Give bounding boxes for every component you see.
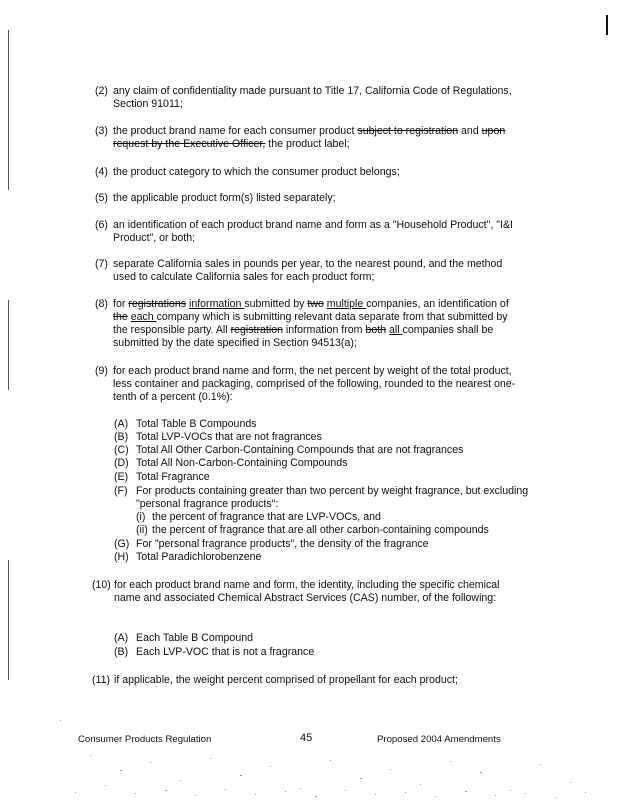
- sublist-item: [114, 444, 534, 457]
- list-item: [95, 365, 525, 404]
- text-run: the applicable product form(s) listed separately;: [113, 192, 336, 204]
- text-run: if applicable, the weight percent comprised of propellant for each product;: [114, 674, 458, 686]
- sublist-code: (E): [114, 471, 129, 483]
- sublist-item: [114, 431, 534, 444]
- deleted-text: subject to registration: [357, 125, 459, 137]
- sublist-text: Each LVP-VOC that is not a fragrance: [136, 646, 315, 658]
- list-item: [95, 219, 525, 245]
- sublist-text: Total Table B Compounds: [136, 418, 257, 430]
- text-run: for each product brand name and form, the identity, including the specific chemical name and associated Chemical Abstract Services (CAS) number, of the following:: [114, 579, 500, 604]
- list-item: [95, 192, 525, 205]
- sublist-text: Total Paradichlorobenzene: [136, 551, 262, 563]
- item-text: [95, 298, 525, 350]
- item-number: (8): [95, 298, 108, 310]
- text-run: the product label;: [265, 138, 350, 150]
- item-text: [95, 85, 525, 111]
- inserted-text: information: [188, 298, 245, 310]
- text-run: separate California sales in pounds per year, to the nearest pound, and the method used to calculate California sales for each product form;: [113, 258, 503, 283]
- sublist-item: [114, 471, 534, 484]
- text-run: any claim of confidentiality made pursuant to Title 17, California Code of Regulations, Section 91011;: [113, 85, 512, 110]
- text-run: information from: [282, 324, 366, 336]
- item-number: (5): [95, 192, 108, 204]
- sublist-text: Total All Other Carbon-Containing Compounds that are not fragrances: [136, 444, 464, 456]
- sublist-item: [114, 632, 534, 645]
- item-number: (9): [95, 365, 108, 377]
- list-item: [95, 85, 525, 111]
- sub-sublist-code: (ii): [136, 524, 148, 536]
- left-margin-line: [8, 30, 9, 190]
- list-item: [95, 166, 525, 179]
- page-number: 45: [300, 732, 313, 744]
- sublist-text: For "personal fragrance products", the density of the fragrance: [136, 538, 429, 550]
- text-run: for each product brand name and form, the net percent by weight of the total product, less container and packaging, comprised of the following, rounded to the nearest one-tenth of a percent (0.1%):: [113, 365, 516, 403]
- sub-sublist-item: [136, 524, 536, 537]
- sublist-code: (G): [114, 538, 130, 550]
- sub-sublist-text: the percent of fragrance that are all other carbon-containing compounds: [152, 524, 489, 536]
- text-run: and: [458, 125, 482, 137]
- item-text: [92, 674, 522, 687]
- item-text: [95, 219, 525, 245]
- deleted-text: registration: [230, 324, 283, 336]
- sublist-code: (D): [114, 457, 129, 469]
- text-run: the product brand name for each consumer product: [113, 125, 358, 137]
- scan-noise: [0, 700, 619, 800]
- text-run: for: [113, 298, 129, 310]
- left-margin-line: [8, 560, 9, 680]
- item-number: (6): [95, 219, 108, 231]
- text-run: an identification of each product brand name and form as a "Household Product", "I&I Product", or both;: [113, 219, 513, 244]
- item-number: (4): [95, 166, 108, 178]
- sublist-code: (C): [114, 444, 129, 456]
- sublist-text: Total LVP-VOCs that are not fragrances: [136, 431, 322, 443]
- footer-left: Consumer Products Regulation: [78, 734, 212, 745]
- sub-sublist-code: (i): [136, 511, 146, 523]
- deleted-text: two: [307, 298, 324, 310]
- sublist-code: (H): [114, 551, 129, 563]
- inserted-text: all: [389, 324, 403, 336]
- item-text: [95, 365, 525, 404]
- text-run: companies, an identification of: [366, 298, 509, 310]
- sublist-item: [114, 551, 534, 564]
- sublist-code: (A): [114, 418, 129, 430]
- text-run: company which is submitting relevant data separate from that submitted by the responsible party. All: [113, 311, 508, 336]
- item-text: [92, 579, 522, 605]
- item-text: [95, 192, 525, 205]
- text-run: the product category to which the consumer product belongs;: [113, 166, 400, 178]
- item-number: (7): [95, 258, 108, 270]
- inserted-text: multiple: [326, 298, 367, 310]
- list-item: [95, 125, 525, 151]
- text-run: companies shall be submitted by the date specified in Section 94513(a);: [113, 324, 494, 349]
- item-number: (2): [95, 85, 108, 97]
- item-number: (3): [95, 125, 108, 137]
- item-text: [95, 258, 525, 284]
- sublist-item: [114, 485, 534, 511]
- sublist-text: For products containing greater than two percent by weight fragrance, but excluding "personal fragrance products":: [136, 485, 529, 510]
- deleted-text: the: [113, 311, 128, 323]
- sublist-item: [114, 457, 534, 470]
- left-margin-line: [8, 300, 9, 390]
- sublist-code: (B): [114, 431, 129, 443]
- list-item: [92, 579, 522, 605]
- sublist-code: (F): [114, 485, 128, 497]
- sublist-code: (A): [114, 632, 129, 644]
- sub-sublist-text: the percent of fragrance that are LVP-VOCs, and: [152, 511, 381, 523]
- inserted-text: each: [130, 311, 157, 323]
- list-item: [95, 298, 525, 350]
- list-item: [92, 674, 522, 687]
- footer-right: Proposed 2004 Amendments: [377, 734, 501, 745]
- sublist-item: [114, 538, 534, 551]
- deleted-text: registrations: [128, 298, 187, 310]
- sublist-item: [114, 418, 534, 431]
- item-text: [95, 125, 525, 151]
- deleted-text: both: [365, 324, 387, 336]
- sublist-text: Total All Non-Carbon-Containing Compounds: [136, 457, 348, 469]
- text-run: submitted by: [244, 298, 308, 310]
- sublist-code: (B): [114, 646, 129, 658]
- item-number: (10): [92, 579, 111, 591]
- item-text: [95, 166, 525, 179]
- sublist-text: Total Fragrance: [136, 471, 210, 483]
- sublist-text: Each Table B Compound: [136, 632, 254, 644]
- sub-sublist-item: [136, 511, 536, 524]
- list-item: [95, 258, 525, 284]
- sublist-item: [114, 646, 534, 659]
- deleted-text: upon request by the Executive Officer,: [113, 125, 506, 150]
- item-number: (11): [92, 674, 111, 686]
- corner-mark: [606, 15, 608, 35]
